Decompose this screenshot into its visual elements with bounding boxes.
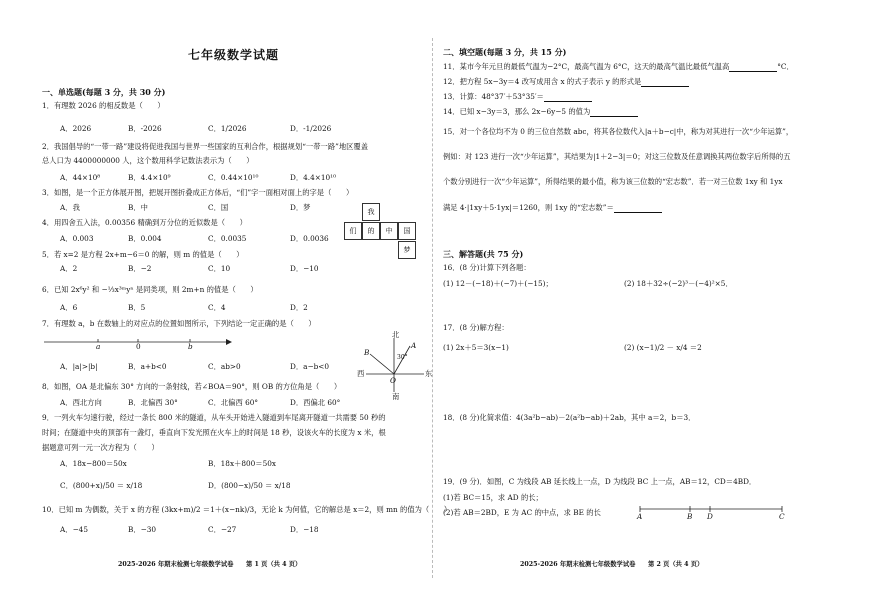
q8-option-d[interactable]: D．西偏北 60° [290, 398, 341, 407]
question-17: 17．(8 分)解方程： [443, 323, 509, 332]
q5-option-c[interactable]: C．10 [208, 264, 231, 273]
axis-label-a: a [96, 342, 101, 351]
page-2-footer: 2025-2026 年期末检测七年级数学试卷 第 2 页（共 4 页） [520, 561, 704, 568]
question-16-part-2: (2) 18＋32÷(−2)³－(−4)²×5． [624, 279, 733, 288]
q6-option-a[interactable]: A．6 [60, 303, 78, 312]
point-a-label: A [411, 341, 417, 350]
q10-option-a[interactable]: A．−45 [60, 525, 88, 534]
q7-option-c[interactable]: C．ab>0 [208, 362, 241, 371]
q2-option-c[interactable]: C．0.44×10¹⁰ [208, 173, 259, 182]
question-9-line-1: 9．一列火车匀速行驶，经过一条长 800 米的隧道，从车头开始进入隧道到车尾离开隧道一共需要 50 秒的 [42, 413, 386, 422]
question-3: 3．如图，是一个正方体展开图，把展开图折叠成正方体后，“们”字一面相对面上的字是（ ） [42, 188, 354, 197]
cube-face: 们 [344, 222, 362, 240]
q10-option-c[interactable]: C．−27 [208, 525, 237, 534]
q1-option-b[interactable]: B．-2026 [128, 124, 162, 133]
axis-label-b: b [188, 342, 193, 351]
question-2-line-2: 总人口为 4400000000 人，这个数用科学记数法表示为（ ） [42, 156, 254, 165]
q2-option-a[interactable]: A．44×10⁸ [60, 173, 101, 182]
cube-face: 中 [380, 222, 398, 240]
segment-label-c: C [779, 512, 785, 521]
question-15-line-2: 例如：对 123 进行一次“少年运算”，其结果为|1＋2−3|＝0；对这三位数及任意调换其两位数字后所得的五 [443, 152, 791, 161]
question-16-part-1: (1) 12－(−18)＋(−7)＋(−15)； [443, 279, 553, 288]
q5-option-b[interactable]: B．−2 [128, 264, 152, 273]
q15-text: 满足 4·|1xy＋5·1yx|＝1260，则 1xy 的“宏志数”＝ [443, 203, 614, 212]
q4-option-a[interactable]: A．0.003 [60, 234, 94, 243]
question-7: 7．有理数 a，b 在数轴上的对应点的位置如图所示，下列结论一定正确的是（ ） [42, 319, 316, 328]
q1-option-d[interactable]: D．-1/2026 [290, 124, 332, 133]
page-1-footer: 2025-2026 年期末检测七年级数学试卷 第 1 页（共 4 页） [118, 561, 302, 568]
q13-blank[interactable] [544, 94, 592, 102]
point-b-label: B [364, 348, 370, 357]
q8-option-a[interactable]: A．西北方向 [60, 398, 102, 407]
q10-option-d[interactable]: D．−18 [290, 525, 319, 534]
question-19-line-3: (2)若 AB＝2BD，E 为 AC 的中点，求 BE 的长 [443, 508, 601, 517]
q7-option-a[interactable]: A．|a|>|b| [60, 362, 98, 371]
q11-blank[interactable] [729, 64, 777, 72]
segment-label-d: D [707, 512, 713, 521]
q8-option-c[interactable]: C．北偏西 60° [208, 398, 259, 407]
section-2-heading: 二、填空题(每题 3 分，共 15 分) [443, 47, 567, 57]
question-17-part-2: (2) (x−1)/2 － x/4 ＝2 [624, 343, 702, 352]
question-19-line-1: 19．(9 分)．如图，C 为线段 AB 延长线上一点，D 为线段 BC 上一点，AB＝12，CD＝4BD． [443, 477, 757, 486]
q3-option-d[interactable]: D．梦 [290, 203, 311, 212]
q11-unit: °C． [777, 62, 794, 71]
point-o-label: O [390, 376, 396, 385]
segment-label-a: A [637, 512, 643, 521]
q7-option-d[interactable]: D．a−b<0 [290, 362, 330, 371]
q13-text: 13．计算：48°37′＋53°35′＝ [443, 92, 544, 101]
axis-label-0: 0 [136, 342, 141, 351]
q12-blank[interactable] [641, 79, 689, 87]
q9-option-b[interactable]: B．18x＋800＝50x [208, 459, 276, 468]
q6-option-b[interactable]: B．5 [128, 303, 146, 312]
question-9-line-3: 据题意可列一元一次方程为（ ） [42, 443, 159, 452]
section-1-heading: 一、单选题(每题 3 分，共 30 分) [42, 87, 166, 97]
cube-face: 梦 [398, 241, 416, 259]
q4-option-b[interactable]: B．0.004 [128, 234, 162, 243]
q3-option-a[interactable]: A．我 [60, 203, 80, 212]
q3-option-b[interactable]: B．中 [128, 203, 148, 212]
angle-label: 30° [397, 354, 408, 361]
cube-face: 的 [362, 222, 380, 240]
q9-option-c[interactable]: C．(800+x)/50 ＝ x/18 [60, 481, 143, 490]
q4-option-c[interactable]: C．0.0035 [208, 234, 247, 243]
question-6: 6．已知 2x⁶y² 和 −⅓x³ᵐyⁿ 是同类项，则 2m+n 的值是（ ） [42, 285, 258, 294]
question-13 [443, 93, 592, 102]
q5-option-d[interactable]: D．−10 [290, 264, 319, 273]
compass-south: 南 [392, 392, 400, 401]
page-title: 七年级数学试题 [188, 48, 280, 62]
question-2-line-1: 2．我国倡导的“一带一路”建设将促进我国与世界一些国家的互利合作，根据规划“一带一路”地区覆盖 [42, 142, 369, 151]
q9-option-a[interactable]: A．18x−800＝50x [60, 459, 127, 468]
q1-option-c[interactable]: C．1/2026 [208, 124, 247, 133]
q12-text: 12．把方程 5x−3y＝4 改写成用含 x 的式子表示 y 的形式是 [443, 77, 642, 86]
q15-blank[interactable] [614, 205, 662, 213]
q7-option-b[interactable]: B．a+b<0 [128, 362, 167, 371]
q6-option-c[interactable]: C．4 [208, 303, 226, 312]
question-8: 8．如图，OA 是北偏东 30° 方向的一条射线，若∠BOA＝90°，则 OB 的方位角是（ ） [42, 382, 342, 391]
question-19-line-2: (1)若 BC＝15，求 AD 的长； [443, 493, 543, 502]
question-10: 10．已知 m 为偶数，关于 x 的方程 (3kx+m)/2 ＝1＋(x−nk)/3，无论 k 为何值，它的解总是 x＝2，则 mn 的值为（ ） [42, 505, 452, 514]
question-11 [443, 63, 794, 72]
q5-option-a[interactable]: A．2 [60, 264, 78, 273]
q14-blank[interactable] [590, 109, 638, 117]
question-15-line-4 [443, 204, 662, 213]
cube-face: 国 [398, 222, 416, 240]
q10-option-b[interactable]: B．−30 [128, 525, 157, 534]
question-18: 18．(8 分)化简求值：4(3a²b−ab)－2(a²b−ab)＋2ab，其中 a＝2，b＝3． [443, 413, 696, 422]
question-14 [443, 108, 638, 117]
question-16: 16．(8 分)计算下列各题： [443, 263, 531, 272]
q4-option-d[interactable]: D．0.0036 [290, 234, 329, 243]
question-5: 5．若 x=2 是方程 2x+m−6＝0 的解，则 m 的值是（ ） [42, 250, 244, 259]
section-3-heading: 三、解答题(共 75 分) [443, 249, 524, 259]
question-4: 4．用四舍五入法，0.00356 精确到万分位的近似数是（ ） [42, 218, 247, 227]
question-15-line-1: 15．对一个各位均不为 0 的三位自然数 abc，将其各位数代入|a＋b−c|中，称为对其进行一次“少年运算”， [443, 127, 794, 136]
question-12 [443, 78, 689, 87]
question-9-line-2: 时间；在隧道中央的顶部有一盏灯，垂直向下发光照在火车上的时间是 18 秒，设该火车的长度为 x 米，根 [42, 428, 386, 437]
compass-west: 西 [357, 369, 365, 378]
q1-option-a[interactable]: A．2026 [60, 124, 92, 133]
q6-option-d[interactable]: D．2 [290, 303, 308, 312]
q11-text: 11．某市今年元旦的最低气温为−2°C，最高气温为 6°C，这天的最高气温比最低气温高 [443, 62, 730, 71]
cube-face: 我 [362, 203, 380, 221]
q2-option-d[interactable]: D．4.4×10¹⁰ [290, 173, 337, 182]
compass-north: 北 [392, 330, 400, 339]
q3-option-c[interactable]: C．国 [208, 203, 229, 212]
q9-option-d[interactable]: D．(800−x)/50 ＝ x/18 [208, 481, 291, 490]
segment-label-b: B [687, 512, 693, 521]
question-17-part-1: (1) 2x＋5＝3(x−1) [443, 343, 509, 352]
page-divider [432, 38, 433, 578]
q14-text: 14．已知 x−3y＝3，那么 2x−6y−5 的值为 [443, 107, 591, 116]
q2-option-b[interactable]: B．4.4×10⁹ [128, 173, 171, 182]
question-1: 1．有理数 2026 的相反数是（ ） [42, 101, 165, 110]
question-15-line-3: 个数分别进行一次“少年运算”，所得结果的最小值，称为该三位数的“宏志数”．若一对三位数 1xy 和 1yx [443, 177, 783, 186]
compass-figure [358, 334, 433, 396]
q8-option-b[interactable]: B．北偏西 30° [128, 398, 178, 407]
compass-east: 东 [425, 369, 433, 378]
